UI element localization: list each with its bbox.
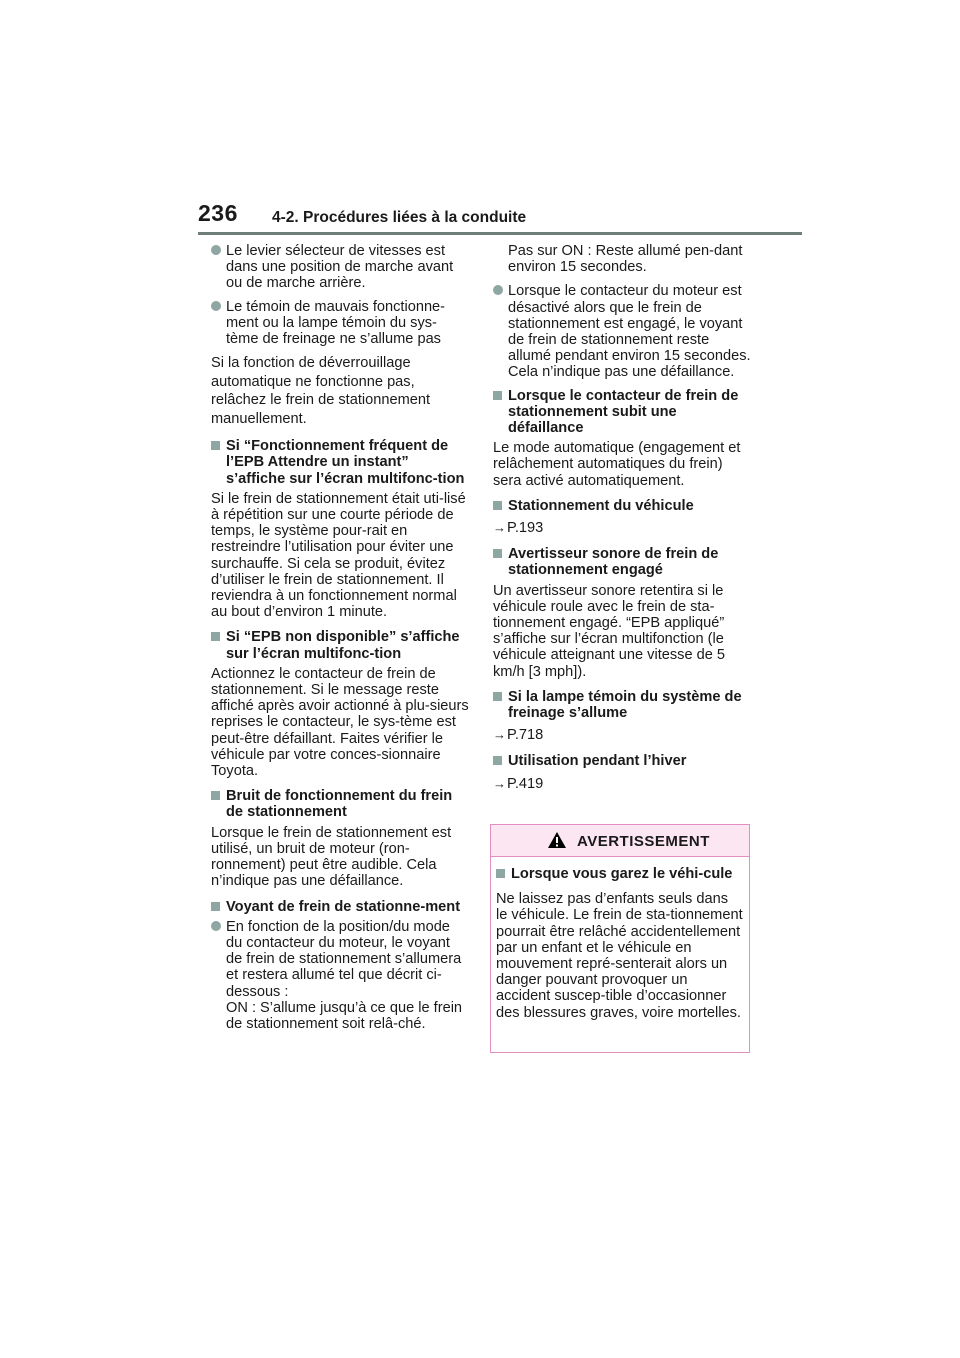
- section-title: 4-2. Procédures liées à la conduite: [272, 209, 527, 226]
- warning-title: AVERTISSEMENT: [577, 833, 710, 850]
- square-bullet-icon: [493, 756, 502, 765]
- bullet-text: Le témoin de mauvais fonctionne-ment ou la lampe témoin du sys-tème de freinage ne s’allume pas: [226, 298, 446, 348]
- circle-bullet-icon: [211, 301, 221, 311]
- warning-box: [490, 824, 750, 1053]
- circle-bullet-icon: [493, 285, 503, 295]
- heading-parking: [493, 498, 751, 514]
- paragraph-auto-release: Si la fonction de déverrouillage automatique ne fonctionne pas, relâchez le frein de stationnement manuellement.: [211, 355, 431, 427]
- square-bullet-icon: [211, 902, 220, 911]
- left-column: [211, 243, 469, 1032]
- bullet-switch-position: [211, 919, 469, 1032]
- ref-brake-lamp[interactable]: [493, 727, 751, 743]
- right-column: [493, 243, 751, 802]
- heading-buzzer: [493, 546, 751, 578]
- arrow-right-icon: →: [493, 727, 506, 743]
- heading-frequent-epb: [211, 438, 469, 487]
- body-switch-failure: Le mode automatique (engagement et relâchement automatiques du frein) sera activé automatiquement.: [493, 440, 741, 489]
- arrow-right-icon: →: [493, 520, 506, 536]
- body-frequent-epb: Si le frein de stationnement était uti-lisé à répétition sur une courte période de temps, le système pour-rait en restreindre l’utilisation pour éviter une surchauffe. Si cela se produit, évitez d’utiliser le frein de stationnement. Il reviendra à un fonctionnement normal au bout d’environ 1 minute.: [211, 490, 466, 621]
- heading-text: Utilisation pendant l’hiver: [508, 753, 687, 770]
- heading-text: Avertisseur sonore de frein de stationnement engagé: [508, 546, 719, 579]
- square-bullet-icon: [493, 692, 502, 701]
- square-bullet-icon: [211, 441, 220, 450]
- heading-text: Si “Fonctionnement fréquent de l’EPB Attendre un instant” s’affiche sur l’écran multifonc-tion: [226, 438, 465, 487]
- heading-epb-unavailable: [211, 629, 469, 661]
- heading-text: Si “EPB non disponible” s’affiche sur l’écran multifonc-tion: [226, 629, 460, 662]
- heading-text: Si la lampe témoin du système de freinage s’allume: [508, 688, 742, 722]
- bullet-switch-off: [493, 283, 751, 380]
- heading-text: Voyant de frein de stationne-ment: [226, 898, 461, 915]
- circle-bullet-icon: [211, 921, 221, 931]
- square-bullet-icon: [211, 632, 220, 641]
- warning-heading: [496, 866, 743, 882]
- heading-text: Stationnement du véhicule: [508, 497, 694, 514]
- continuation-text: Pas sur ON : Reste allumé pen-dant environ 15 secondes.: [508, 243, 743, 276]
- bullet-gear-position: [211, 243, 469, 292]
- bullet-on-text: ON : S’allume jusqu’à ce que le frein de stationnement soit relâ-ché.: [226, 999, 463, 1032]
- heading-winter: [493, 753, 751, 769]
- warning-body: [491, 857, 749, 1021]
- arrow-right-icon: →: [493, 775, 506, 791]
- bullet-text: En fonction de la position/du mode du contacteur du moteur, le voyant de frein de stationnement s’allumera et restera allumé tel que décrit ci-dessous :: [226, 918, 462, 1000]
- header-rule: [198, 232, 802, 235]
- heading-text: Bruit de fonctionnement du frein de stationnement: [226, 788, 453, 821]
- heading-switch-failure: [493, 388, 751, 437]
- heading-text: Lorsque le contacteur de frein de stationnement subit une défaillance: [508, 387, 739, 437]
- heading-brake-lamp: [493, 689, 751, 721]
- bullet-warning-lamp: [211, 299, 469, 348]
- circle-bullet-icon: [211, 245, 221, 255]
- square-bullet-icon: [493, 549, 502, 558]
- warning-triangle-icon: [547, 831, 567, 849]
- warning-text: Ne laissez pas d’enfants seuls dans le véhicule. Le frein de sta-tionnement pourrait être relâché accidentellement par un enfant et le véhicule en mouvement repré-senterait alors un danger pouvant provoquer un accident suscep-tible d’occasionner des blessures graves, voire mortelles.: [496, 891, 743, 1021]
- square-bullet-icon: [496, 869, 505, 878]
- bullet-text: Le levier sélecteur de vitesses est dans une position de marche avant ou de marche arrière.: [226, 243, 454, 292]
- heading-indicator: [211, 899, 469, 915]
- warning-header: [491, 825, 749, 857]
- bullet-text: Lorsque le contacteur du moteur est désactivé alors que le frein de stationnement est engagé, le voyant de frein de stationnement reste allumé pendant environ 15 secondes. Cela n’indique pas une défaillance.: [508, 283, 751, 381]
- heading-text: Lorsque vous garez le véhi-cule: [511, 866, 733, 882]
- ref-page[interactable]: P.718: [507, 727, 544, 744]
- body-operating-noise: Lorsque le frein de stationnement est utilisé, un bruit de moteur (ron-ronnement) peut être audible. Cela n’indique pas une défaillance.: [211, 824, 452, 890]
- ref-page[interactable]: P.193: [507, 520, 544, 537]
- body-buzzer: Un avertisseur sonore retentira si le véhicule roule avec le frein de sta-tionnement engagé. “EPB appliqué” s’affiche sur l’écran multifonction (le véhicule atteignant une vitesse de 5 km/h [3 mph]).: [493, 582, 726, 680]
- ref-parking[interactable]: [493, 520, 751, 536]
- square-bullet-icon: [493, 501, 502, 510]
- square-bullet-icon: [493, 391, 502, 400]
- body-epb-unavailable: Actionnez le contacteur de frein de stationnement. Si le message reste affiché après avoir actionné à plu-sieurs reprises le contacteur, le sys-tème est peut-être défaillant. Faites vérifier le véhicule par votre conces-sionnaire Toyota.: [211, 665, 469, 780]
- ref-winter[interactable]: [493, 776, 751, 792]
- ref-page[interactable]: P.419: [507, 775, 544, 792]
- square-bullet-icon: [211, 791, 220, 800]
- heading-operating-noise: [211, 788, 469, 820]
- page-number: 236: [198, 200, 238, 226]
